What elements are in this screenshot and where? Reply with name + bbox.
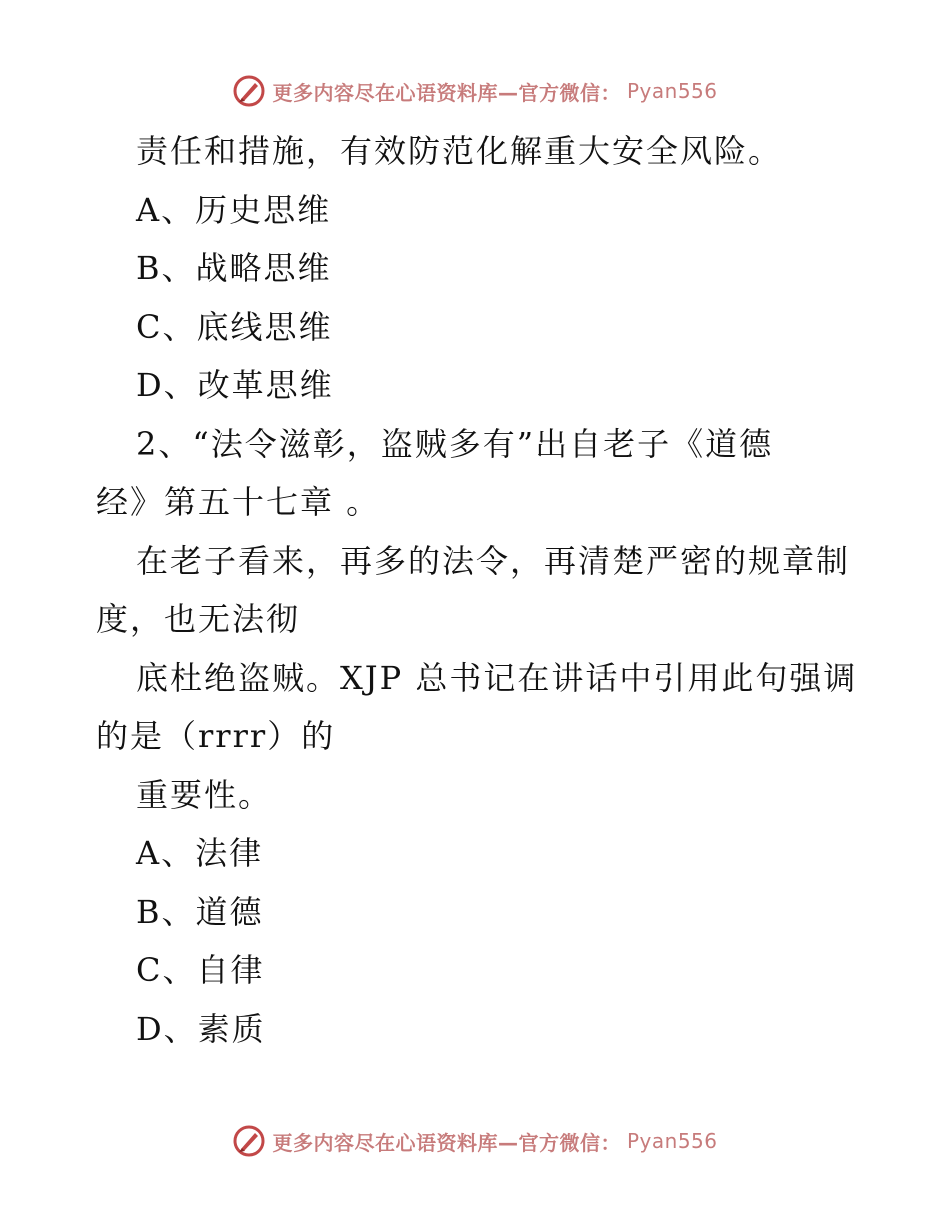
- question-text-continued: 经》第五十七章 。: [96, 483, 381, 521]
- option-d: D、改革思维: [136, 366, 334, 404]
- text-line: 责任和措施，有效防范化解重大安全风险。: [136, 132, 783, 170]
- question-text: 2、“法令滋彰，盗贼多有”出自老子《道德: [136, 424, 774, 463]
- explanation-text: 底杜绝盗贼。XJP 总书记在讲话中引用此句强调: [136, 658, 858, 697]
- option-b: B、战略思维: [136, 249, 332, 287]
- option-c: C、底线思维: [136, 307, 333, 346]
- option-a: A、法律: [136, 834, 264, 872]
- explanation-text-continued: 的是（rrrr）的: [96, 717, 336, 755]
- header-wechat-id: Pyan556: [626, 79, 718, 103]
- page-footer-watermark: [0, 1122, 950, 1160]
- option-c: C、自律: [136, 951, 265, 989]
- option-d: D、素质: [136, 1009, 266, 1048]
- explanation-text: 在老子看来，再多的法令，再清楚严密的规章制: [136, 541, 851, 580]
- footer-watermark-text: 更多内容尽在心语资料库—官方微信：: [272, 1130, 621, 1155]
- option-b: B、道德: [136, 892, 264, 931]
- pen-quill-logo-icon: [232, 1124, 266, 1158]
- pen-quill-logo-icon: [232, 74, 266, 108]
- header-watermark-text: 更多内容尽在心语资料库—官方微信：: [272, 80, 621, 105]
- explanation-text-continued: 度，也无法彻: [96, 600, 301, 638]
- footer-wechat-id: Pyan556: [626, 1129, 718, 1153]
- document-body: [0, 122, 950, 1058]
- page-header-watermark: [0, 72, 950, 110]
- explanation-text: 重要性。: [136, 775, 273, 814]
- option-a: A、历史思维: [136, 190, 332, 229]
